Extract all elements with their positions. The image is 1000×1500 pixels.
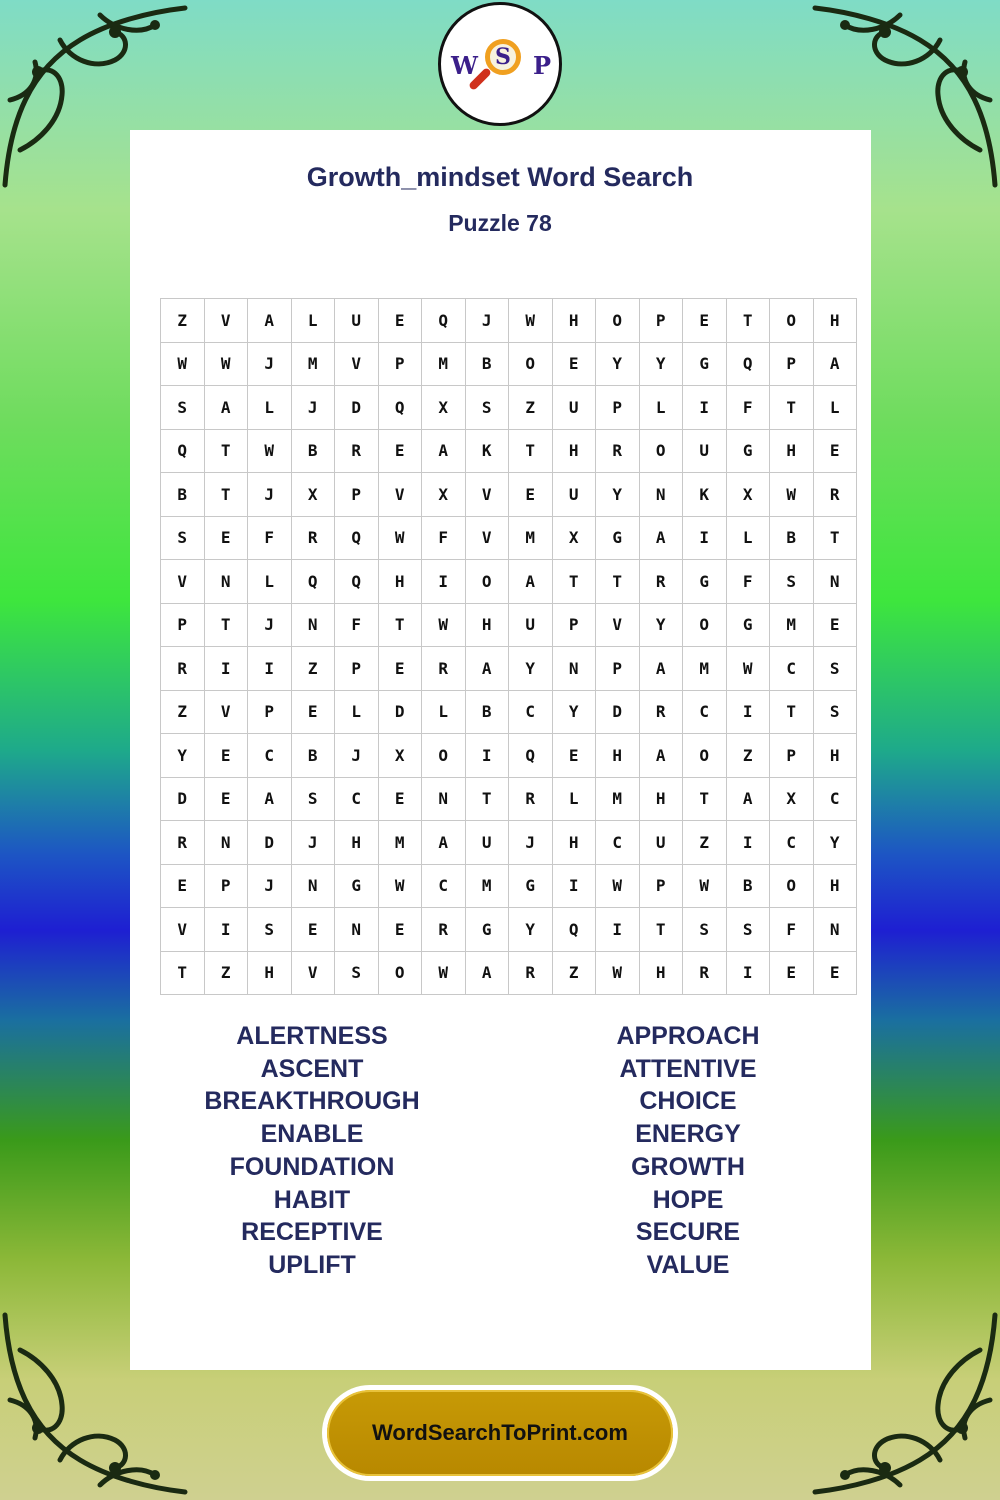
grid-row: [161, 821, 857, 865]
grid-cell[interactable]: U: [683, 429, 727, 473]
grid-cell[interactable]: L: [422, 690, 466, 734]
grid-cell[interactable]: T: [770, 386, 814, 430]
grid-cell[interactable]: I: [465, 734, 509, 778]
grid-cell[interactable]: I: [204, 647, 248, 691]
word-item: ENERGY: [635, 1120, 741, 1149]
grid-cell[interactable]: I: [726, 951, 770, 995]
grid-cell[interactable]: T: [204, 429, 248, 473]
grid-cell[interactable]: P: [378, 342, 422, 386]
grid-cell[interactable]: Y: [639, 342, 683, 386]
grid-cell[interactable]: Q: [335, 560, 379, 604]
grid-cell[interactable]: H: [335, 821, 379, 865]
grid-cell[interactable]: S: [813, 647, 857, 691]
grid-cell[interactable]: K: [683, 473, 727, 517]
grid-cell[interactable]: W: [509, 299, 553, 343]
grid-cell[interactable]: J: [248, 473, 292, 517]
grid-cell[interactable]: L: [248, 560, 292, 604]
grid-cell[interactable]: G: [726, 429, 770, 473]
grid-cell[interactable]: G: [683, 560, 727, 604]
grid-cell[interactable]: M: [378, 821, 422, 865]
logo-letter-p: P: [533, 51, 552, 80]
grid-cell[interactable]: U: [552, 473, 596, 517]
word-item: SECURE: [635, 1218, 741, 1247]
grid-cell[interactable]: D: [248, 821, 292, 865]
grid-cell[interactable]: P: [248, 690, 292, 734]
grid-cell[interactable]: Y: [552, 690, 596, 734]
grid-cell[interactable]: L: [639, 386, 683, 430]
word-item: FOUNDATION: [229, 1152, 395, 1181]
grid-cell[interactable]: G: [683, 342, 727, 386]
grid-cell[interactable]: S: [813, 690, 857, 734]
grid-cell[interactable]: W: [596, 951, 640, 995]
grid-row: [161, 516, 857, 560]
grid-cell[interactable]: Q: [378, 386, 422, 430]
grid-cell[interactable]: U: [639, 821, 683, 865]
grid-cell[interactable]: E: [378, 908, 422, 952]
grid-cell[interactable]: R: [291, 516, 335, 560]
word-item: ATTENTIVE: [619, 1054, 757, 1083]
grid-cell[interactable]: C: [683, 690, 727, 734]
grid-cell[interactable]: O: [639, 429, 683, 473]
grid-cell[interactable]: G: [509, 864, 553, 908]
word-item: HABIT: [273, 1185, 351, 1214]
magnifier-icon: S: [485, 39, 521, 75]
grid-cell[interactable]: A: [465, 647, 509, 691]
grid-cell[interactable]: F: [335, 603, 379, 647]
grid-cell[interactable]: H: [552, 299, 596, 343]
grid-cell[interactable]: E: [161, 864, 205, 908]
word-item: CHOICE: [639, 1087, 737, 1116]
grid-row: [161, 603, 857, 647]
grid-cell[interactable]: C: [596, 821, 640, 865]
grid-cell[interactable]: E: [509, 473, 553, 517]
grid-cell[interactable]: B: [465, 690, 509, 734]
grid-row: [161, 473, 857, 517]
grid-cell[interactable]: T: [770, 690, 814, 734]
grid-cell[interactable]: H: [639, 777, 683, 821]
grid-cell[interactable]: R: [509, 951, 553, 995]
grid-cell[interactable]: E: [552, 342, 596, 386]
footer-site-link[interactable]: WordSearchToPrint.com: [372, 1420, 628, 1445]
grid-row: [161, 386, 857, 430]
grid-cell[interactable]: S: [248, 908, 292, 952]
grid-cell[interactable]: J: [291, 821, 335, 865]
grid-cell[interactable]: W: [204, 342, 248, 386]
word-item: UPLIFT: [268, 1250, 356, 1279]
grid-cell[interactable]: R: [422, 908, 466, 952]
grid-cell[interactable]: M: [291, 342, 335, 386]
grid-cell[interactable]: R: [161, 821, 205, 865]
grid-cell[interactable]: B: [465, 342, 509, 386]
grid-cell[interactable]: B: [291, 429, 335, 473]
grid-cell[interactable]: T: [161, 951, 205, 995]
grid-cell[interactable]: A: [248, 299, 292, 343]
grid-cell[interactable]: N: [204, 560, 248, 604]
grid-cell[interactable]: R: [596, 429, 640, 473]
grid-cell[interactable]: A: [204, 386, 248, 430]
grid-cell[interactable]: M: [596, 777, 640, 821]
grid-cell[interactable]: Q: [552, 908, 596, 952]
grid-cell[interactable]: H: [596, 734, 640, 778]
grid-cell[interactable]: A: [465, 951, 509, 995]
grid-cell[interactable]: A: [639, 647, 683, 691]
grid-cell[interactable]: J: [335, 734, 379, 778]
grid-cell[interactable]: R: [639, 560, 683, 604]
grid-cell[interactable]: Q: [335, 516, 379, 560]
grid-cell[interactable]: Z: [161, 690, 205, 734]
grid-cell[interactable]: P: [770, 734, 814, 778]
grid-cell[interactable]: S: [291, 777, 335, 821]
grid-cell[interactable]: Y: [161, 734, 205, 778]
grid-cell[interactable]: C: [422, 864, 466, 908]
grid-cell[interactable]: I: [422, 560, 466, 604]
grid-cell[interactable]: O: [683, 603, 727, 647]
grid-cell[interactable]: A: [422, 821, 466, 865]
grid-cell[interactable]: S: [770, 560, 814, 604]
grid-cell[interactable]: P: [639, 299, 683, 343]
grid-cell[interactable]: T: [378, 603, 422, 647]
word-item: ENABLE: [260, 1120, 364, 1149]
grid-cell[interactable]: H: [248, 951, 292, 995]
page-title: Growth_mindset Word Search: [306, 162, 694, 192]
grid-cell[interactable]: E: [204, 777, 248, 821]
grid-cell[interactable]: A: [639, 734, 683, 778]
grid-cell[interactable]: A: [509, 560, 553, 604]
grid-cell[interactable]: T: [204, 603, 248, 647]
grid-cell[interactable]: J: [465, 299, 509, 343]
grid-cell[interactable]: W: [378, 516, 422, 560]
grid-row: [161, 560, 857, 604]
grid-cell[interactable]: E: [204, 516, 248, 560]
grid-cell[interactable]: Z: [552, 951, 596, 995]
grid-cell[interactable]: R: [509, 777, 553, 821]
grid-cell[interactable]: W: [726, 647, 770, 691]
grid-cell[interactable]: S: [683, 908, 727, 952]
grid-cell[interactable]: X: [552, 516, 596, 560]
grid-cell[interactable]: W: [378, 864, 422, 908]
grid-cell[interactable]: M: [770, 603, 814, 647]
grid-cell[interactable]: U: [335, 299, 379, 343]
grid-cell[interactable]: S: [335, 951, 379, 995]
grid-cell[interactable]: E: [378, 429, 422, 473]
grid-cell[interactable]: J: [248, 342, 292, 386]
grid-cell[interactable]: E: [378, 777, 422, 821]
grid-cell[interactable]: A: [639, 516, 683, 560]
grid-cell[interactable]: T: [813, 516, 857, 560]
grid-cell[interactable]: V: [465, 516, 509, 560]
grid-cell[interactable]: P: [204, 864, 248, 908]
grid-cell[interactable]: V: [335, 342, 379, 386]
grid-cell[interactable]: S: [726, 908, 770, 952]
grid-cell[interactable]: S: [161, 386, 205, 430]
grid-cell[interactable]: X: [422, 386, 466, 430]
grid-cell[interactable]: L: [291, 299, 335, 343]
grid-cell[interactable]: S: [465, 386, 509, 430]
grid-cell[interactable]: Z: [726, 734, 770, 778]
grid-cell[interactable]: N: [204, 821, 248, 865]
word-item: HOPE: [652, 1185, 724, 1214]
word-item: APPROACH: [616, 1022, 760, 1050]
grid-row: [161, 690, 857, 734]
grid-cell[interactable]: D: [161, 777, 205, 821]
logo-letter-w: W: [451, 51, 478, 80]
grid-cell[interactable]: B: [770, 516, 814, 560]
grid-row: [161, 951, 857, 995]
grid-cell[interactable]: R: [422, 647, 466, 691]
grid-cell[interactable]: I: [204, 908, 248, 952]
grid-cell[interactable]: U: [465, 821, 509, 865]
grid-cell[interactable]: R: [639, 690, 683, 734]
grid-cell[interactable]: E: [813, 603, 857, 647]
word-list-left: [147, 1020, 477, 1282]
grid-cell[interactable]: J: [248, 864, 292, 908]
grid-cell[interactable]: Y: [509, 647, 553, 691]
grid-cell[interactable]: E: [683, 299, 727, 343]
grid-cell[interactable]: A: [248, 777, 292, 821]
grid-cell[interactable]: H: [465, 603, 509, 647]
grid-cell[interactable]: I: [248, 647, 292, 691]
grid-cell[interactable]: T: [204, 473, 248, 517]
grid-cell[interactable]: C: [813, 777, 857, 821]
grid-cell[interactable]: R: [813, 473, 857, 517]
grid-row: [161, 908, 857, 952]
grid-cell[interactable]: O: [770, 864, 814, 908]
grid-cell[interactable]: L: [248, 386, 292, 430]
grid-cell[interactable]: T: [683, 777, 727, 821]
grid-cell[interactable]: J: [248, 603, 292, 647]
grid-cell[interactable]: E: [204, 734, 248, 778]
grid-cell[interactable]: O: [422, 734, 466, 778]
grid-cell[interactable]: R: [683, 951, 727, 995]
grid-cell[interactable]: W: [683, 864, 727, 908]
grid-cell[interactable]: C: [509, 690, 553, 734]
grid-cell[interactable]: P: [161, 603, 205, 647]
grid-cell[interactable]: O: [683, 734, 727, 778]
grid-cell[interactable]: F: [726, 386, 770, 430]
grid-cell[interactable]: B: [291, 734, 335, 778]
grid-cell[interactable]: A: [422, 429, 466, 473]
grid-cell[interactable]: X: [726, 473, 770, 517]
grid-cell[interactable]: M: [422, 342, 466, 386]
grid-cell[interactable]: Q: [726, 342, 770, 386]
grid-cell[interactable]: D: [378, 690, 422, 734]
grid-cell[interactable]: M: [683, 647, 727, 691]
grid-cell[interactable]: C: [770, 821, 814, 865]
word-list-right: [523, 1020, 853, 1282]
grid-cell[interactable]: J: [291, 386, 335, 430]
grid-cell[interactable]: V: [204, 690, 248, 734]
grid-cell[interactable]: I: [726, 690, 770, 734]
grid-cell[interactable]: W: [770, 473, 814, 517]
grid-row: [161, 864, 857, 908]
grid-cell[interactable]: V: [291, 951, 335, 995]
grid-cell[interactable]: E: [378, 647, 422, 691]
grid-cell[interactable]: R: [161, 647, 205, 691]
grid-cell[interactable]: N: [335, 908, 379, 952]
grid-cell[interactable]: E: [291, 908, 335, 952]
grid-cell[interactable]: Y: [596, 473, 640, 517]
grid-cell[interactable]: C: [248, 734, 292, 778]
grid-cell[interactable]: H: [639, 951, 683, 995]
grid-cell[interactable]: E: [813, 951, 857, 995]
grid-cell[interactable]: H: [552, 821, 596, 865]
grid-cell[interactable]: X: [291, 473, 335, 517]
grid-cell[interactable]: Q: [422, 299, 466, 343]
grid-row: [161, 429, 857, 473]
grid-cell[interactable]: V: [378, 473, 422, 517]
grid-cell[interactable]: X: [770, 777, 814, 821]
grid-row: [161, 734, 857, 778]
grid-cell[interactable]: H: [552, 429, 596, 473]
grid-cell[interactable]: Q: [291, 560, 335, 604]
grid-cell[interactable]: D: [596, 690, 640, 734]
grid-cell[interactable]: W: [422, 951, 466, 995]
grid-cell[interactable]: I: [726, 821, 770, 865]
grid-cell[interactable]: Y: [639, 603, 683, 647]
grid-cell[interactable]: F: [726, 560, 770, 604]
grid-cell[interactable]: N: [291, 603, 335, 647]
grid-cell[interactable]: O: [770, 299, 814, 343]
grid-cell[interactable]: P: [639, 864, 683, 908]
grid-cell[interactable]: C: [770, 647, 814, 691]
grid-cell[interactable]: F: [422, 516, 466, 560]
grid-row: [161, 342, 857, 386]
grid-cell[interactable]: O: [509, 342, 553, 386]
grid-cell[interactable]: Z: [204, 951, 248, 995]
grid-cell[interactable]: G: [726, 603, 770, 647]
grid-cell[interactable]: T: [596, 560, 640, 604]
grid-cell[interactable]: U: [552, 386, 596, 430]
grid-cell[interactable]: X: [422, 473, 466, 517]
grid-cell[interactable]: J: [509, 821, 553, 865]
grid-cell[interactable]: H: [813, 734, 857, 778]
grid-cell[interactable]: P: [596, 647, 640, 691]
grid-cell[interactable]: T: [509, 429, 553, 473]
grid-cell[interactable]: B: [161, 473, 205, 517]
grid-cell[interactable]: Q: [509, 734, 553, 778]
word-item: RECEPTIVE: [241, 1218, 383, 1247]
grid-cell[interactable]: E: [291, 690, 335, 734]
grid-cell[interactable]: L: [813, 386, 857, 430]
grid-cell[interactable]: L: [335, 690, 379, 734]
word-item: GROWTH: [631, 1152, 745, 1181]
grid-cell[interactable]: P: [552, 603, 596, 647]
word-item: BREAKTHROUGH: [204, 1087, 420, 1116]
grid-cell[interactable]: N: [813, 560, 857, 604]
grid-cell[interactable]: P: [770, 342, 814, 386]
grid-cell[interactable]: K: [465, 429, 509, 473]
grid-cell[interactable]: X: [378, 734, 422, 778]
grid-cell[interactable]: I: [596, 908, 640, 952]
grid-cell[interactable]: Z: [683, 821, 727, 865]
grid-cell[interactable]: F: [770, 908, 814, 952]
grid-cell[interactable]: W: [161, 342, 205, 386]
grid-cell[interactable]: Y: [509, 908, 553, 952]
grid-cell[interactable]: P: [335, 473, 379, 517]
grid-cell[interactable]: H: [813, 864, 857, 908]
grid-row: [161, 299, 857, 343]
letter-grid[interactable]: [160, 298, 857, 995]
grid-cell[interactable]: Q: [161, 429, 205, 473]
grid-cell[interactable]: G: [335, 864, 379, 908]
grid-cell[interactable]: I: [552, 864, 596, 908]
grid-cell[interactable]: I: [683, 386, 727, 430]
grid-cell[interactable]: V: [596, 603, 640, 647]
site-logo[interactable]: [438, 2, 562, 126]
grid-cell[interactable]: V: [465, 473, 509, 517]
grid-cell[interactable]: M: [465, 864, 509, 908]
grid-cell[interactable]: Y: [596, 342, 640, 386]
grid-cell[interactable]: Z: [509, 386, 553, 430]
grid-cell[interactable]: T: [639, 908, 683, 952]
grid-cell[interactable]: H: [378, 560, 422, 604]
grid-cell[interactable]: E: [770, 951, 814, 995]
grid-cell[interactable]: N: [422, 777, 466, 821]
grid-cell[interactable]: E: [378, 299, 422, 343]
grid-cell[interactable]: V: [161, 908, 205, 952]
word-item: ASCENT: [260, 1054, 364, 1083]
grid-cell[interactable]: N: [639, 473, 683, 517]
grid-cell[interactable]: G: [465, 908, 509, 952]
grid-cell[interactable]: A: [726, 777, 770, 821]
grid-cell[interactable]: W: [422, 603, 466, 647]
grid-cell[interactable]: I: [683, 516, 727, 560]
grid-cell[interactable]: O: [378, 951, 422, 995]
word-item: VALUE: [646, 1250, 730, 1279]
grid-cell[interactable]: Y: [813, 821, 857, 865]
grid-cell[interactable]: A: [813, 342, 857, 386]
grid-cell[interactable]: P: [335, 647, 379, 691]
grid-cell[interactable]: N: [813, 908, 857, 952]
grid-row: [161, 777, 857, 821]
grid-cell[interactable]: H: [770, 429, 814, 473]
grid-row: [161, 647, 857, 691]
grid-cell[interactable]: L: [552, 777, 596, 821]
grid-cell[interactable]: O: [465, 560, 509, 604]
word-item: ALERTNESS: [236, 1022, 388, 1050]
grid-cell[interactable]: U: [509, 603, 553, 647]
puzzle-number: Puzzle 78: [448, 210, 552, 236]
grid-cell[interactable]: M: [509, 516, 553, 560]
grid-cell[interactable]: W: [596, 864, 640, 908]
grid-cell[interactable]: P: [596, 386, 640, 430]
grid-cell[interactable]: C: [335, 777, 379, 821]
grid-cell[interactable]: W: [248, 429, 292, 473]
grid-cell[interactable]: B: [726, 864, 770, 908]
grid-cell[interactable]: F: [248, 516, 292, 560]
grid-cell[interactable]: H: [813, 299, 857, 343]
grid-cell[interactable]: Z: [291, 647, 335, 691]
grid-cell[interactable]: V: [204, 299, 248, 343]
grid-cell[interactable]: D: [335, 386, 379, 430]
grid-cell[interactable]: V: [161, 560, 205, 604]
grid-cell[interactable]: T: [465, 777, 509, 821]
grid-cell[interactable]: S: [161, 516, 205, 560]
grid-cell[interactable]: G: [596, 516, 640, 560]
grid-cell[interactable]: Z: [161, 299, 205, 343]
grid-cell[interactable]: T: [552, 560, 596, 604]
grid-cell[interactable]: L: [726, 516, 770, 560]
grid-cell[interactable]: N: [291, 864, 335, 908]
grid-cell[interactable]: R: [335, 429, 379, 473]
grid-cell[interactable]: O: [596, 299, 640, 343]
grid-cell[interactable]: E: [552, 734, 596, 778]
grid-cell[interactable]: E: [813, 429, 857, 473]
grid-cell[interactable]: T: [726, 299, 770, 343]
grid-cell[interactable]: N: [552, 647, 596, 691]
